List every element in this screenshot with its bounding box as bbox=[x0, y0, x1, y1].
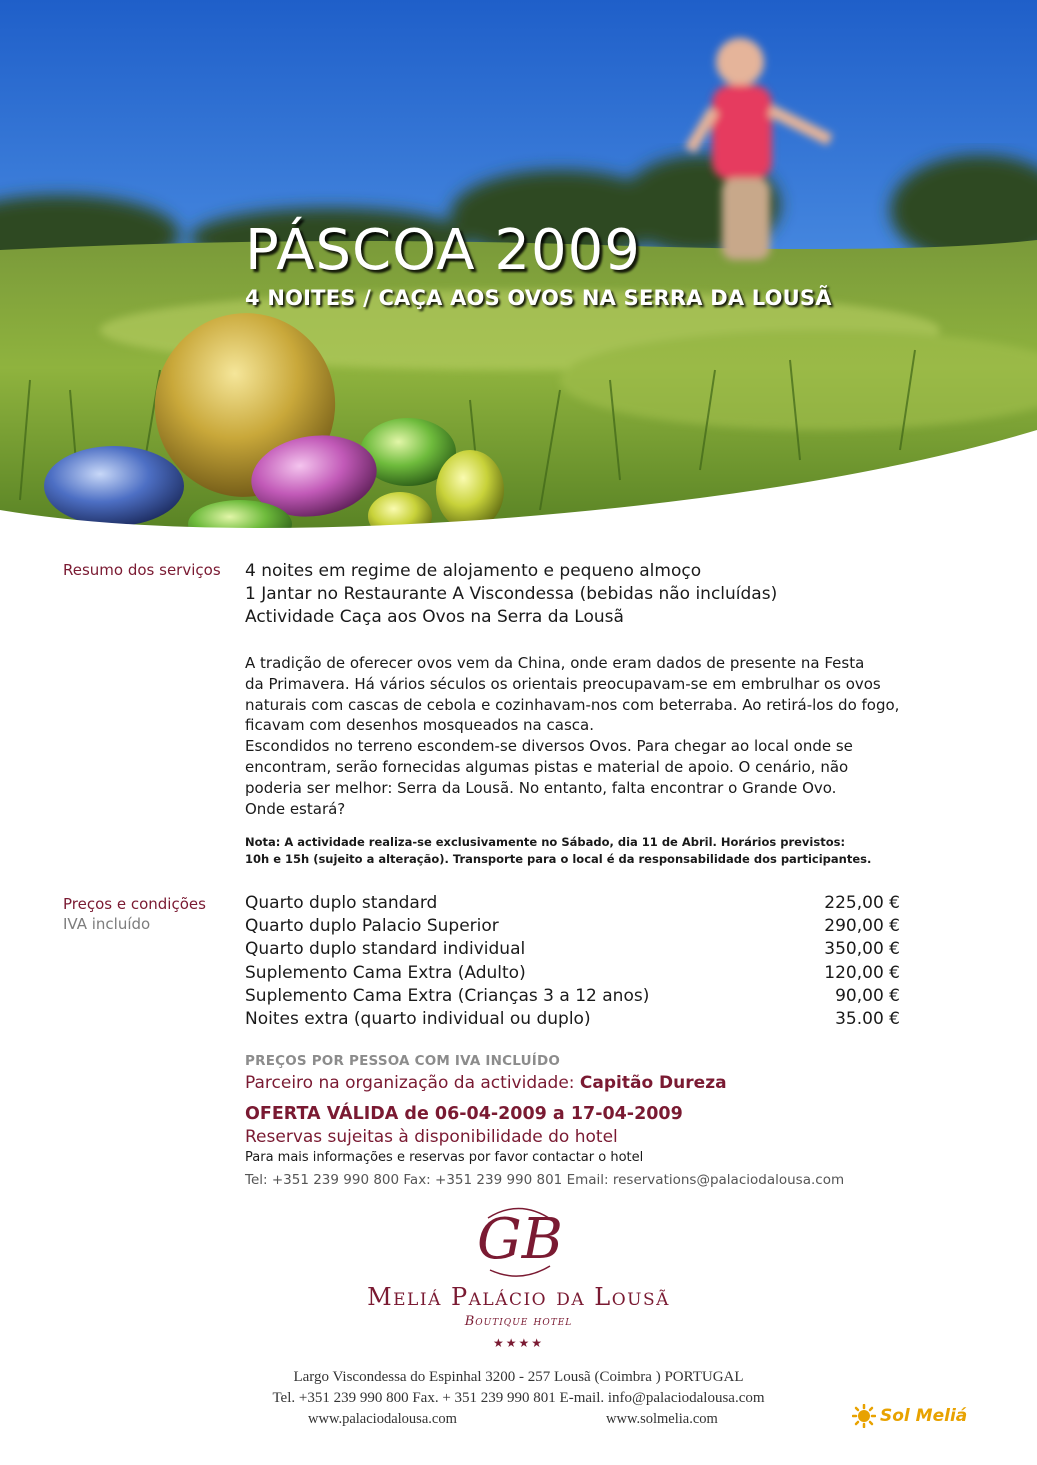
description-paragraph bbox=[245, 653, 905, 819]
paragraph-line: Escondidos no terreno escondem-se diversos Ovos. Para chegar ao local onde se bbox=[245, 737, 853, 756]
hotel-name: Meliá Palácio da Lousã bbox=[367, 1283, 670, 1311]
paragraph-line: Onde estará? bbox=[245, 799, 346, 818]
service-item: Actividade Caça aos Ovos na Serra da Lousã bbox=[245, 607, 624, 627]
partner-name: Capitão Dureza bbox=[579, 1073, 727, 1093]
sol-melia-logo bbox=[852, 1404, 967, 1428]
room-price: 90,00 € bbox=[835, 985, 900, 1006]
paragraph-line: poderia ser melhor: Serra da Lousã. No entanto, falta encontrar o Grande Ovo. bbox=[245, 778, 837, 797]
per-person-note: PREÇOS POR PESSOA COM IVA INCLUÍDO bbox=[245, 1053, 561, 1069]
room-price: 120,00 € bbox=[824, 962, 900, 983]
paragraph-line: da Primavera. Há vários séculos os orientais preocupavam-se em embrulhar os ovos bbox=[245, 674, 881, 693]
hero-image bbox=[0, 0, 1037, 560]
offer-validity: OFERTA VÁLIDA de 06-04-2009 a 17-04-2009 bbox=[245, 1104, 683, 1124]
contact-line: Tel: +351 239 990 800 Fax: +351 239 990 801 Email: reservations@palaciodalousa.com bbox=[245, 1172, 845, 1188]
room-price: 35.00 € bbox=[835, 1009, 900, 1030]
price-row bbox=[245, 985, 900, 1008]
hotel-address: Largo Viscondessa do Espinhal 3200 - 257 Lousã (Coimbra ) PORTUGAL bbox=[293, 1369, 744, 1385]
room-type: Quarto duplo Palacio Superior bbox=[245, 916, 499, 937]
service-item: 4 noites em regime de alojamento e pequeno almoço bbox=[245, 561, 702, 581]
price-row bbox=[245, 962, 900, 985]
price-row bbox=[245, 1008, 900, 1031]
sun-icon bbox=[852, 1404, 876, 1428]
partner-label: Parceiro na organização da actividade: bbox=[245, 1073, 575, 1093]
partner-line bbox=[245, 1073, 727, 1093]
activity-note bbox=[245, 834, 905, 867]
room-price: 225,00 € bbox=[824, 893, 900, 913]
prices-label bbox=[63, 895, 206, 933]
hotel-subtitle: Boutique hotel bbox=[464, 1314, 573, 1329]
room-type: Suplemento Cama Extra (Crianças 3 a 12 anos) bbox=[245, 985, 650, 1006]
price-row bbox=[245, 938, 900, 961]
price-row bbox=[245, 915, 900, 938]
reservations-note: Reservas sujeitas à disponibilidade do hotel bbox=[245, 1127, 618, 1147]
room-type: Suplemento Cama Extra (Adulto) bbox=[245, 962, 526, 983]
brand-name: Sol Meliá bbox=[880, 1406, 968, 1426]
page-title: PÁSCOA 2009 bbox=[245, 218, 641, 283]
price-row bbox=[245, 892, 900, 915]
hotel-stars: ★★★★ bbox=[492, 1336, 545, 1350]
page-subtitle: 4 NOITES / CAÇA AOS OVOS NA SERRA DA LOUSÃ bbox=[245, 286, 832, 310]
room-price: 350,00 € bbox=[824, 939, 900, 960]
note-line: 10h e 15h (sujeito a alteração). Transporte para o local é da responsabilidade dos participantes. bbox=[245, 851, 872, 866]
paragraph-line: encontram, serão fornecidas algumas pistas e material de apoio. O cenário, não bbox=[245, 757, 849, 776]
website-link[interactable]: www.palaciodalousa.com bbox=[308, 1411, 457, 1427]
info-note: Para mais informações e reservas por favor contactar o hotel bbox=[245, 1150, 644, 1165]
hotel-monogram-logo bbox=[470, 1200, 570, 1282]
monogram-text: GB bbox=[477, 1207, 563, 1272]
note-line: Nota: A actividade realiza-se exclusivamente no Sábado, dia 11 de Abril. Horários previstos: bbox=[245, 835, 846, 849]
room-price: 290,00 € bbox=[824, 916, 900, 937]
vat-included-label: IVA incluído bbox=[63, 915, 151, 933]
price-table bbox=[245, 892, 900, 1031]
room-type: Noites extra (quarto individual ou duplo) bbox=[245, 1009, 591, 1030]
hotel-phones: Tel. +351 239 990 800 Fax. + 351 239 990 801 E-mail. info@palaciodalousa.com bbox=[272, 1390, 765, 1406]
paragraph-line: naturais com cascas de cebola e cozinhavam-nos com beterraba. Ao retirá-los do fogo, bbox=[245, 695, 900, 714]
paragraph-line: A tradição de oferecer ovos vem da China, onde eram dados de presente na Festa bbox=[245, 654, 865, 672]
room-type: Quarto duplo standard individual bbox=[245, 939, 526, 960]
paragraph-line: ficavam com desenhos mosqueados na casca. bbox=[245, 716, 594, 735]
services-label: Resumo dos serviços bbox=[63, 561, 221, 579]
room-type: Quarto duplo standard bbox=[245, 893, 438, 913]
service-item: 1 Jantar no Restaurante A Viscondessa (bebidas não incluídas) bbox=[245, 584, 778, 604]
services-list bbox=[245, 560, 905, 629]
website-link[interactable]: www.solmelia.com bbox=[606, 1411, 718, 1427]
prices-heading: Preços e condições bbox=[63, 895, 206, 913]
